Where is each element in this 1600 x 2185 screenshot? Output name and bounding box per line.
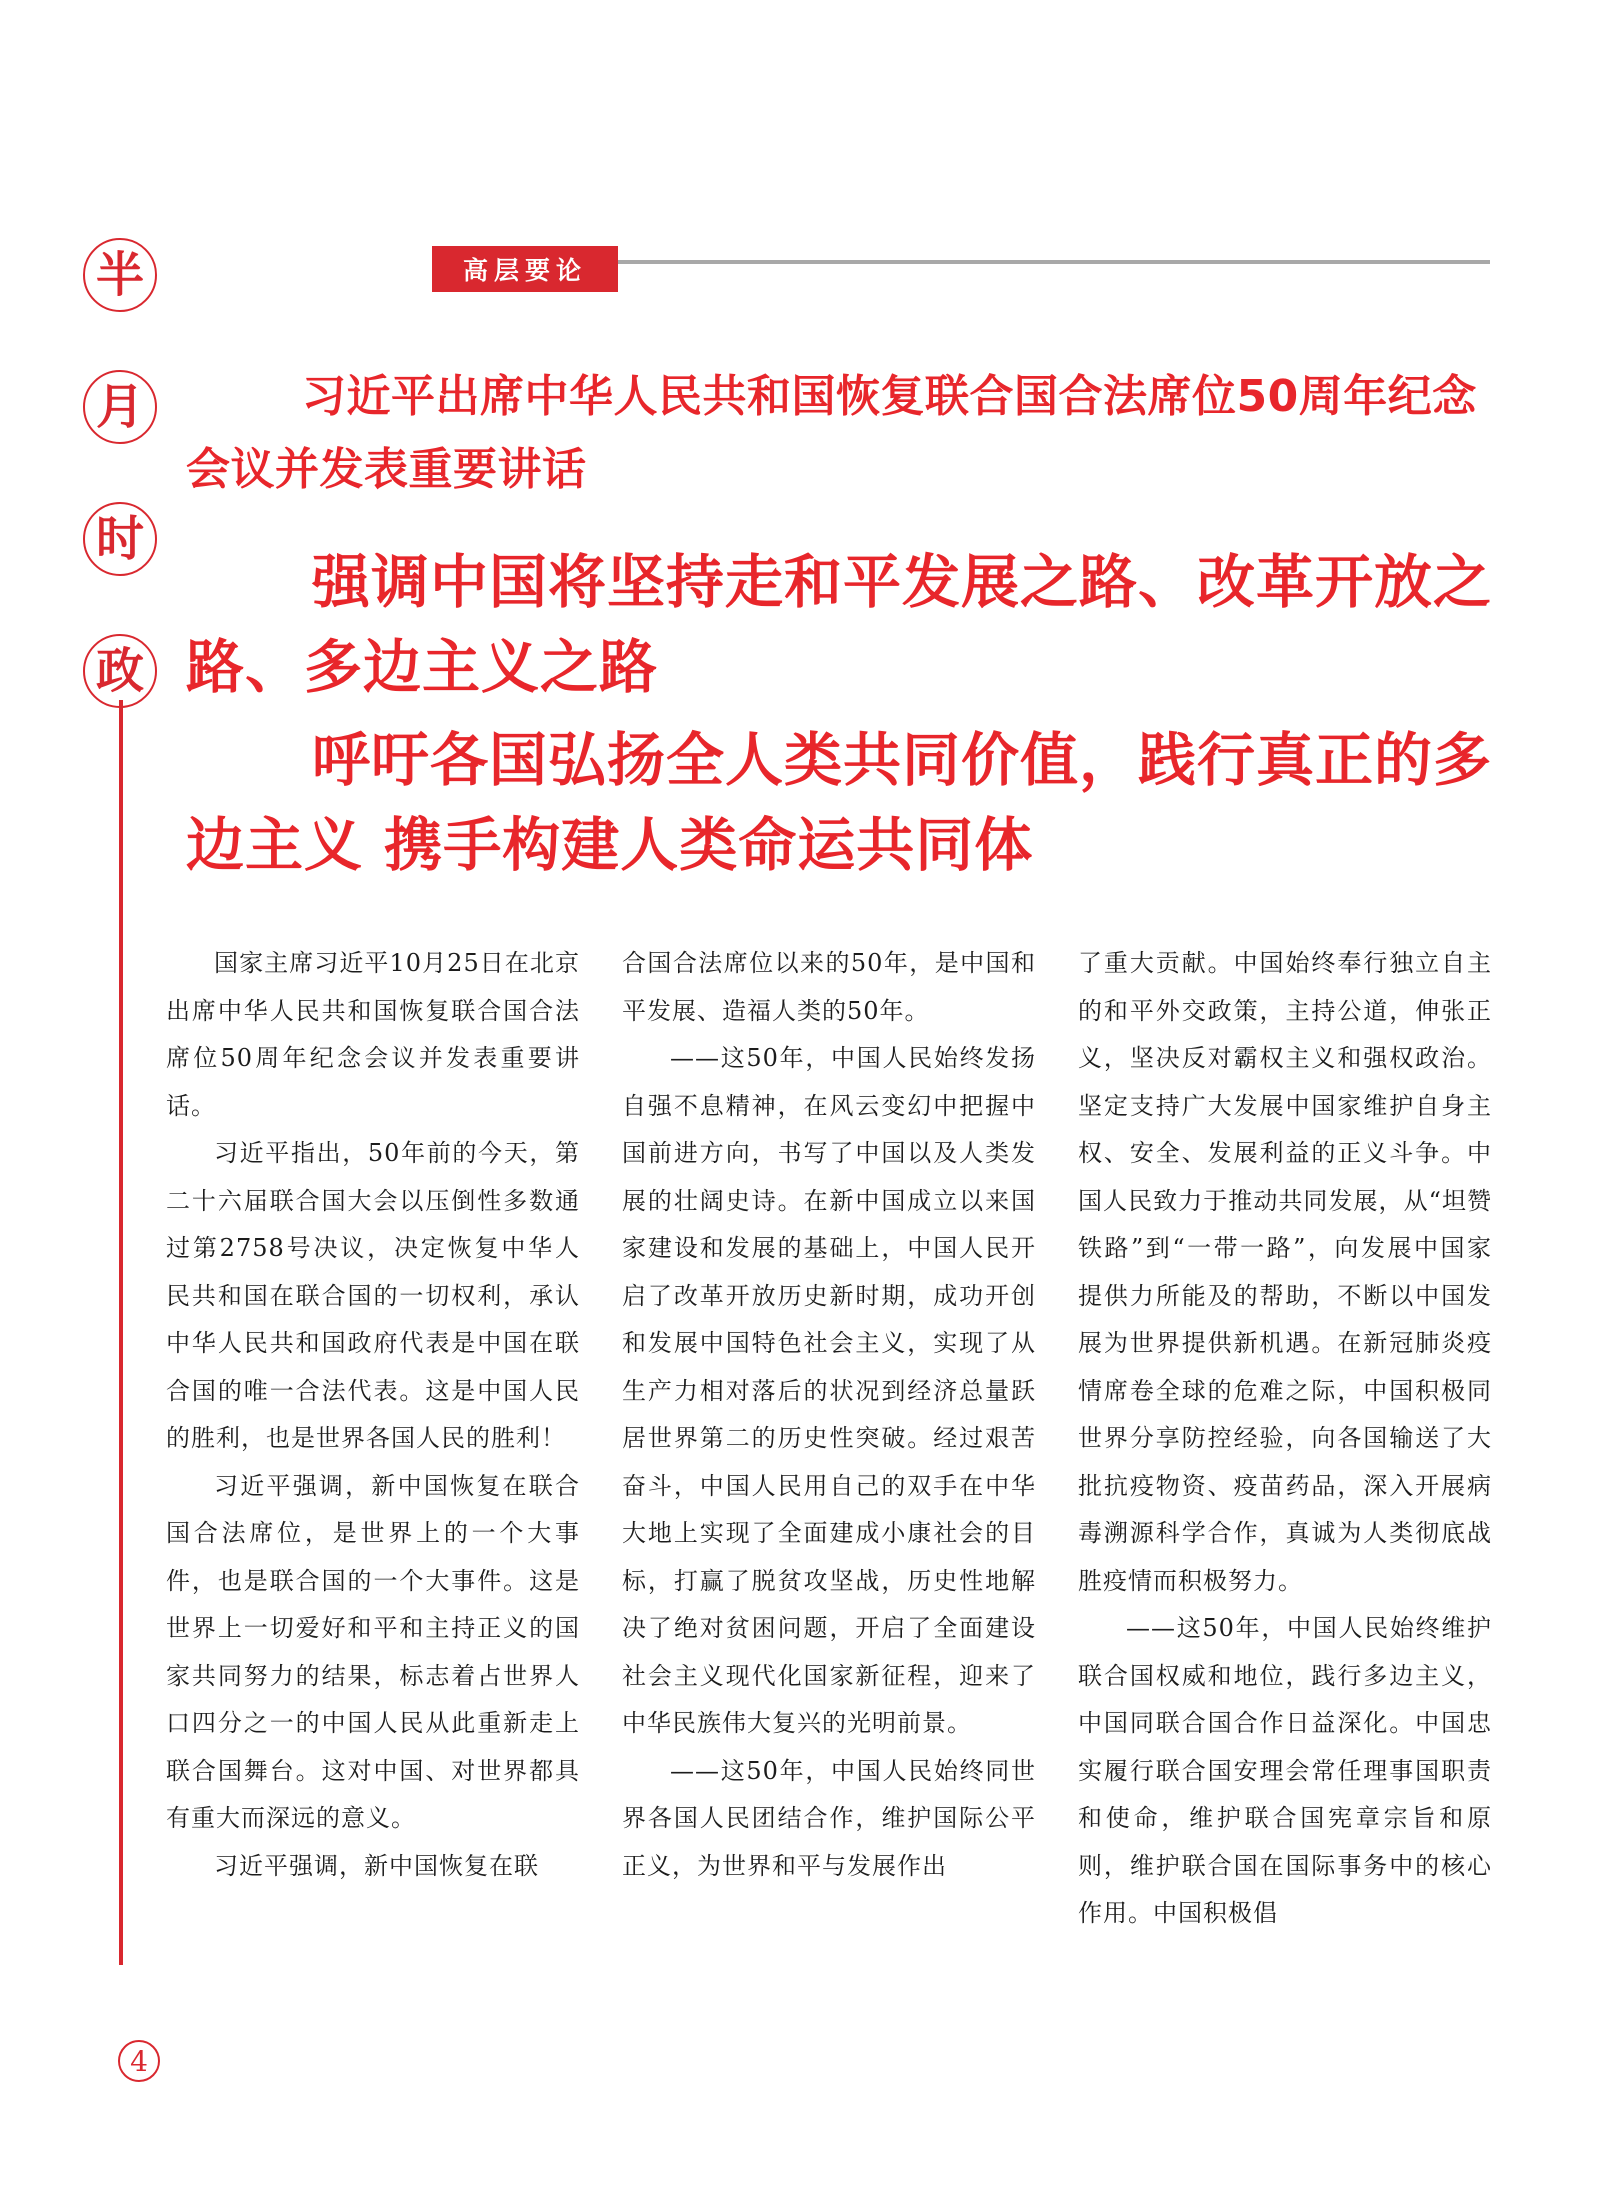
paragraph: 习近平强调，新中国恢复在联合国合法席位，是世界上的一个大事件，也是联合国的一个大事件。这是世界上一切爱好和平和主持正义的国家共同努力的结果，标志着占世界人口四分之一的中国人民从此重新走上联合国舞台。这对中国、对世界都具有重大而深远的意义。 <box>166 1471 580 1832</box>
series-badge-2: 月 <box>83 370 157 444</box>
paragraph: ——这50年，中国人民始终发扬自强不息精神，在风云变幻中把握中国前进方向，书写了中国以及人类发展的壮阔史诗。在新中国成立以来国家建设和发展的基础上，中国人民开启了改革开放历史新时期，成功开创和发展中国特色社会主义，实现了从生产力相对落后的状况到经济总量跃居世界第二的历史性突破。经过艰苦奋斗，中国人民用自己的双手在中华大地上实现了全面建成小康社会的目标，打赢了脱贫攻坚战，历史性地解决了绝对贫困问题，开启了全面建设社会主义现代化国家新征程，迎来了中华民族伟大复兴的光明前景。 <box>622 1044 1036 1737</box>
series-badge-4: 政 <box>83 634 157 708</box>
article-headline-2: 呼吁各国弘扬全人类共同价值，践行真正的多边主义 携手构建人类命运共同体 <box>186 726 1493 879</box>
series-badge-1: 半 <box>83 238 157 312</box>
paragraph: ——这50年，中国人民始终维护联合国权威和地位，践行多边主义，中国同联合国合作日益深化。中国忠实履行联合国安理会常任理事国职责和使命，维护联合国宪章宗旨和原则，维护联合国在国际事务中的核心作用。中国积极倡 <box>1078 1614 1492 1927</box>
section-divider <box>618 260 1490 264</box>
paragraph: 国家主席习近平10月25日在北京出席中华人民共和国恢复联合国合法席位50周年纪念会议并发表重要讲话。 <box>166 949 580 1120</box>
series-badge-3: 时 <box>83 502 157 576</box>
side-divider <box>119 700 123 1965</box>
paragraph: 了重大贡献。中国始终奉行独立自主的和平外交政策，主持公道，伸张正义，坚决反对霸权主义和强权政治。坚定支持广大发展中国家维护自身主权、安全、发展利益的正义斗争。中国人民致力于推动共同发展，从“坦赞铁路”到“一带一路”，向发展中国家提供力所能及的帮助，不断以中国发展为世界提供新机遇。在新冠肺炎疫情席卷全球的危难之际，中国积极同世界分享防控经验，向各国输送了大批抗疫物资、疫苗药品，深入开展病毒溯源科学合作，真诚为人类彻底战胜疫情而积极努力。 <box>1078 949 1492 1595</box>
paragraph: ——这50年，中国人民始终同世界各国人民团结合作，维护国际公平正义，为世界和平与发展作出 <box>622 1756 1036 1880</box>
page-number: 4 <box>118 2040 160 2082</box>
article-kicker: 习近平出席中华人民共和国恢复联合国合法席位50周年纪念会议并发表重要讲话 <box>186 371 1477 495</box>
paragraph: 习近平强调，新中国恢复在联 <box>214 1851 539 1880</box>
article-body <box>166 940 1492 1970</box>
body-column-1 <box>166 940 580 1970</box>
body-column-3 <box>1078 940 1492 1970</box>
section-tag: 高层要论 <box>432 246 618 292</box>
body-column-2 <box>622 940 1036 1970</box>
article-headline-1: 强调中国将坚持走和平发展之路、改革开放之路、多边主义之路 <box>186 548 1493 701</box>
paragraph: 合国合法席位以来的50年，是中国和平发展、造福人类的50年。 <box>622 949 1036 1025</box>
series-badges <box>80 238 160 766</box>
paragraph: 习近平指出，50年前的今天，第二十六届联合国大会以压倒性多数通过第2758号决议，决定恢复中华人民共和国在联合国的一切权利，承认中华人民共和国政府代表是中国在联合国的唯一合法代表。这是中国人民的胜利，也是世界各国人民的胜利！ <box>166 1139 580 1452</box>
